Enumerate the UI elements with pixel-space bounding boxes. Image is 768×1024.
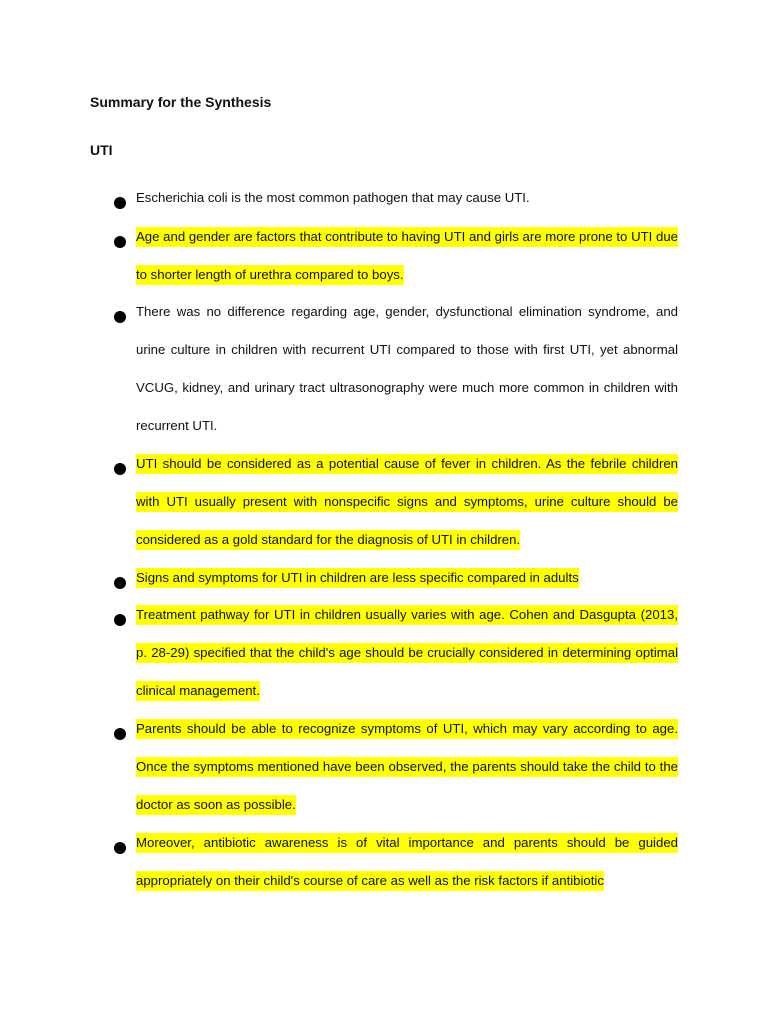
bullet-icon: [114, 842, 126, 854]
bullet-icon: [114, 614, 126, 626]
bullet-icon: [114, 197, 126, 209]
list-item-text: UTI should be considered as a potential cause of fever in children. As the febrile children with UTI usually present with nonspecific signs and symptoms, urine culture should be considered as a gold standard for the diagnosis of UTI in children.: [136, 445, 678, 559]
list-item-text: There was no difference regarding age, gender, dysfunctional elimination syndrome, and urine culture in children with recurrent UTI compared to those with first UTI, yet abnormal VCUG, kidney, and urinary tract ultrasonography were much more common in children with recurrent UTI.: [136, 304, 678, 433]
bullet-icon: [114, 311, 126, 323]
bullet-icon: [114, 463, 126, 475]
section-heading: UTI: [90, 142, 113, 158]
bullet-icon: [114, 577, 126, 589]
document-title: Summary for the Synthesis: [90, 94, 272, 110]
list-item-text: Moreover, antibiotic awareness is of vital importance and parents should be guided appropriately on their child's course of care as well as the risk factors if antibiotic: [136, 824, 678, 900]
list-item-text: Parents should be able to recognize symptoms of UTI, which may vary according to age. Once the symptoms mentioned have been observed, the parents should take the child to the doctor as soon as possible.: [136, 710, 678, 824]
list-item-text: Signs and symptoms for UTI in children are less specific compared in adults: [136, 559, 678, 597]
bullet-icon: [114, 728, 126, 740]
list-item-text: Treatment pathway for UTI in children usually varies with age. Cohen and Dasgupta (2013, p. 28-29) specified that the child's age should be crucially considered in determining optimal clinical management.: [136, 596, 678, 710]
list-item-text: Escherichia coli is the most common pathogen that may cause UTI.: [136, 190, 530, 205]
bullet-icon: [114, 236, 126, 248]
list-item-text: Age and gender are factors that contribute to having UTI and girls are more prone to UTI due to shorter length of urethra compared to boys.: [136, 218, 678, 294]
